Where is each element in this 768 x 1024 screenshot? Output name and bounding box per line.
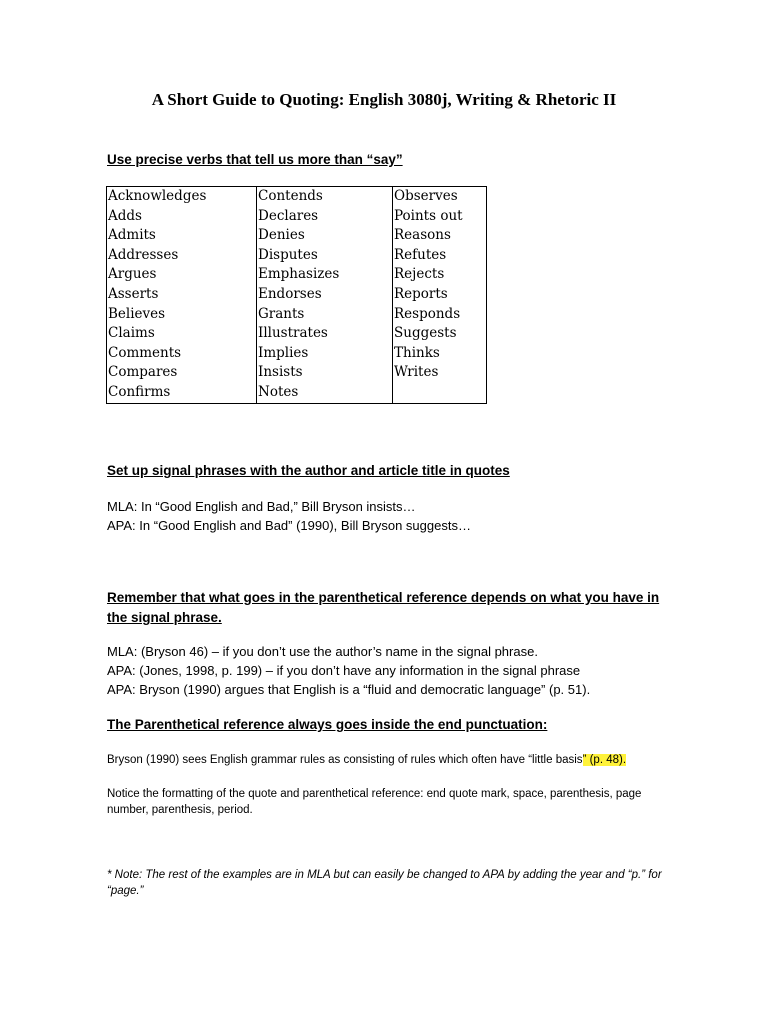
verbs-column-1 <box>107 187 257 404</box>
apa-label: APA: <box>107 518 136 533</box>
paren-line-3 <box>107 680 590 699</box>
verb-cell: Observes <box>394 188 458 204</box>
verb-cell: Suggests <box>394 325 457 342</box>
punct-heading: The Parenthetical reference always goes inside the end punctuation: <box>107 717 548 732</box>
mla-example: In “Good English and Bad,” Bill Bryson insists… <box>137 499 416 514</box>
verb-cell: Contends <box>258 188 323 204</box>
verb-cell: Responds <box>394 305 461 322</box>
verb-cell: Declares <box>258 207 319 224</box>
verbs-heading: Use precise verbs that tell us more than “say” <box>107 152 403 167</box>
signal-mla-line <box>107 497 416 516</box>
verb-cell: Claims <box>108 325 155 342</box>
verbs-table <box>106 186 487 404</box>
verb-cell: Adds <box>108 207 142 224</box>
verb-cell: Writes <box>394 364 439 381</box>
verb-cell: Emphasizes <box>258 266 340 283</box>
punct-example <box>107 752 707 768</box>
paren-line-1-text: – if you don’t use the author’s name in the signal phrase. <box>208 644 538 659</box>
paren-line-2 <box>107 661 580 680</box>
verb-cell: Refutes <box>394 246 447 263</box>
signal-heading: Set up signal phrases with the author and article title in quotes <box>107 463 510 478</box>
paren-line-1-label: MLA: (Bryson 46) <box>107 644 209 659</box>
verb-cell: Comments <box>108 344 182 361</box>
verb-cell: Insists <box>258 364 303 381</box>
paren-line-2-label: APA: (Jones, 1998, p. 199) <box>107 663 263 678</box>
verb-cell: Reasons <box>394 227 451 244</box>
verb-cell: Implies <box>258 344 309 361</box>
verb-cell: Believes <box>108 305 166 322</box>
verbs-column-2 <box>257 187 393 404</box>
mla-label: MLA: <box>107 499 138 514</box>
verb-cell: Thinks <box>394 344 440 361</box>
apa-example: In “Good English and Bad” (1990), Bill Bryson suggests… <box>135 518 471 533</box>
paren-line-1 <box>107 642 538 661</box>
verb-cell: Illustrates <box>258 325 328 342</box>
paren-line-3-text: APA: Bryson (1990) argues that English is a “fluid and democratic language” (p. 51). <box>107 682 591 697</box>
highlighted-citation: ” (p. 48). <box>582 754 627 766</box>
verb-cell: Addresses <box>108 246 179 263</box>
paren-heading: Remember that what goes in the parenthetical reference depends on what you have in the signal phrase. <box>107 590 660 625</box>
punct-explanation: Notice the formatting of the quote and parenthetical reference: end quote mark, space, parenthesis, page number, parenthesis, period. <box>107 788 642 816</box>
verb-cell-empty <box>394 383 486 403</box>
paren-line-2-text: – if you don’t have any information in the signal phrase <box>262 663 581 678</box>
verb-cell: Confirms <box>108 383 171 400</box>
verb-cell: Rejects <box>394 266 445 283</box>
verb-cell: Endorses <box>258 285 322 302</box>
verbs-column-3 <box>393 187 487 404</box>
verb-cell: Points out <box>394 207 463 224</box>
verb-cell: Compares <box>108 364 178 381</box>
verb-cell: Asserts <box>108 285 159 302</box>
verb-cell: Denies <box>258 227 305 244</box>
page-title: A Short Guide to Quoting: English 3080j, Writing & Rhetoric II <box>151 90 617 109</box>
verb-cell: Disputes <box>258 246 318 263</box>
verb-cell: Acknowledges <box>108 188 207 204</box>
verb-cell: Argues <box>108 266 157 283</box>
verb-cell: Admits <box>108 227 156 244</box>
verb-cell: Notes <box>258 383 299 400</box>
mla-apa-note: * Note: The rest of the examples are in MLA but can easily be changed to APA by adding the year and “p.” for “page.” <box>107 869 662 897</box>
verb-cell: Grants <box>258 305 305 322</box>
punct-example-text: Bryson (1990) sees English grammar rules as consisting of rules which often have “little basis <box>107 754 583 766</box>
verb-cell: Reports <box>394 285 448 302</box>
signal-apa-line <box>107 516 471 535</box>
